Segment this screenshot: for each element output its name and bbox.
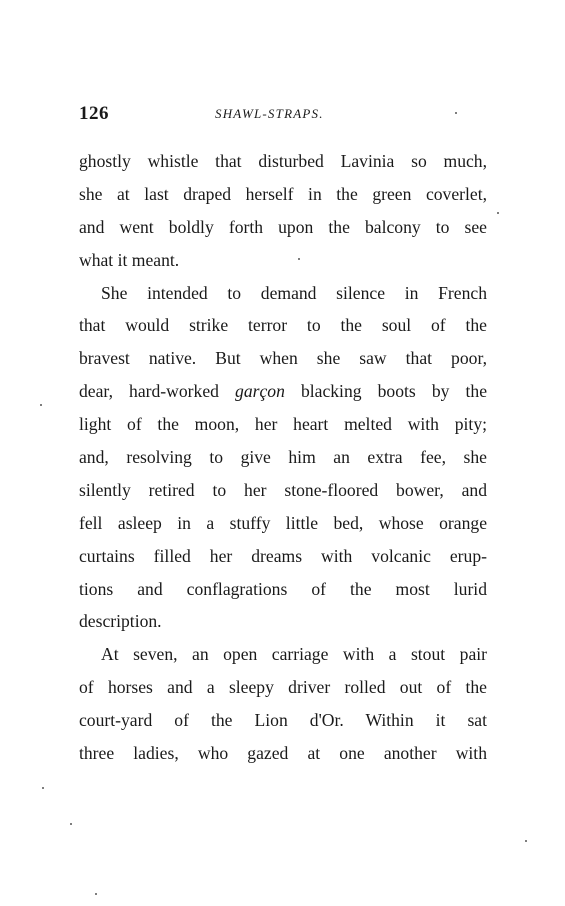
running-head [79,103,487,129]
text-line: she at last draped herself in the green coverlet, [79,183,487,204]
text-line: and went boldly forth upon the balcony to see [79,216,487,237]
scan-speck [40,404,42,406]
scan-speck [497,212,499,214]
text-line: fell asleep in a stuffy little bed, whose orange [79,512,487,533]
scan-speck [525,840,527,842]
text-line: three ladies, who gazed at one another with [79,743,487,764]
text-line: light of the moon, her heart melted with pity; [79,414,487,435]
text-line: description. [79,611,162,632]
page-number: 126 [79,103,109,124]
text-line: of horses and a sleepy driver rolled out of the [79,677,487,698]
scan-speck [298,258,300,260]
text-line: that would strike terror to the soul of the [79,315,487,336]
text-line: court-yard of the Lion d'Or. Within it sat [79,710,487,731]
text-line: silently retired to her stone-floored bower, and [79,479,487,500]
text-line: She intended to demand silence in French [101,282,487,303]
text-line: At seven, an open carriage with a stout pair [101,644,487,665]
text-segment: blacking boots by the [284,381,488,402]
scan-speck [70,823,72,825]
text-line: bravest native. But when she saw that poor, [79,348,487,369]
text-line: curtains filled her dreams with volcanic erup- [79,545,487,566]
scan-speck [455,112,457,114]
scan-speck [95,893,97,895]
running-title: SHAWL-STRAPS. [215,106,324,121]
text-line [79,375,487,408]
text-line: tions and conflagrations of the most lurid [79,578,487,599]
scan-speck [42,787,44,789]
text-segment: dear, hard-worked [79,381,236,402]
body-text [79,145,487,770]
text-line: and, resolving to give him an extra fee, she [79,447,487,468]
text-line: ghostly whistle that disturbed Lavinia so much, [79,151,487,171]
italic-word: garçon [235,381,285,402]
text-line: what it meant. [79,249,180,270]
